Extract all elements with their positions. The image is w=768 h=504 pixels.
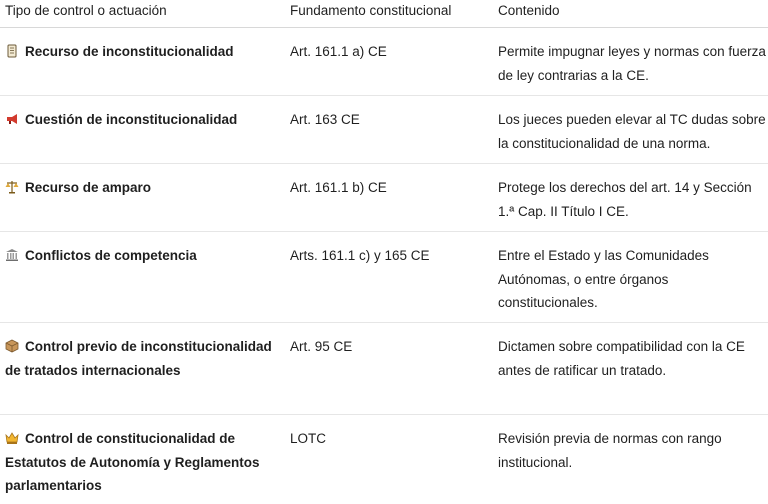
classical-building-icon <box>5 248 19 262</box>
tipo-text: Cuestión de inconstitucionalidad <box>25 112 238 127</box>
table-row <box>0 232 768 323</box>
cell-contenido: Protege los derechos del art. 14 y Sección 1.ª Cap. II Título I CE. <box>493 164 768 232</box>
cell-contenido: Permite impugnar leyes y normas con fuerza de ley contrarias a la CE. <box>493 28 768 96</box>
table-row <box>0 323 768 415</box>
cell-fundamento: LOTC <box>290 431 327 446</box>
scroll-icon <box>5 44 19 58</box>
cell-contenido: Revisión previa de normas con rango institucional. <box>498 431 722 470</box>
tipo-text: Control de constitucionalidad de Estatutos de Autonomía y Reglamentos parlamentarios <box>5 431 260 493</box>
column-header-fundamento: Fundamento constitucional <box>285 0 493 28</box>
cell-contenido: Los jueces pueden elevar al TC dudas sobre la constitucionalidad de una norma. <box>493 96 768 164</box>
cell-tipo <box>0 164 285 232</box>
table-row <box>0 28 768 96</box>
tipo-text: Recurso de inconstitucionalidad <box>25 44 234 59</box>
package-icon <box>5 339 19 353</box>
table-row <box>0 415 768 501</box>
tipo-text: Control previo de inconstitucionalidad de tratados internacionales <box>5 339 272 378</box>
cell-tipo <box>0 232 285 323</box>
cell-fundamento: Arts. 161.1 c) y 165 CE <box>285 232 493 323</box>
cell-fundamento: Art. 95 CE <box>285 323 493 415</box>
table-header-row <box>0 0 768 28</box>
cell-tipo <box>0 28 285 96</box>
cell-fundamento: Art. 163 CE <box>285 96 493 164</box>
cell-tipo <box>0 323 285 415</box>
cell-fundamento: Art. 161.1 a) CE <box>285 28 493 96</box>
cell-contenido: Dictamen sobre compatibilidad con la CE antes de ratificar un tratado. <box>493 323 768 415</box>
cell-tipo <box>0 415 285 501</box>
column-header-tipo: Tipo de control o actuación <box>0 0 285 28</box>
tipo-text: Conflictos de competencia <box>25 248 197 263</box>
cell-fundamento: Art. 161.1 b) CE <box>285 164 493 232</box>
cell-tipo <box>0 96 285 164</box>
table-row <box>0 164 768 232</box>
scales-icon <box>5 180 19 194</box>
column-header-contenido: Contenido <box>493 0 768 28</box>
tipo-text: Recurso de amparo <box>25 180 152 195</box>
table-row <box>0 96 768 164</box>
megaphone-icon <box>5 112 19 126</box>
crown-icon <box>5 431 19 445</box>
cell-contenido: Entre el Estado y las Comunidades Autónomas, o entre órganos constitucionales. <box>493 232 768 323</box>
